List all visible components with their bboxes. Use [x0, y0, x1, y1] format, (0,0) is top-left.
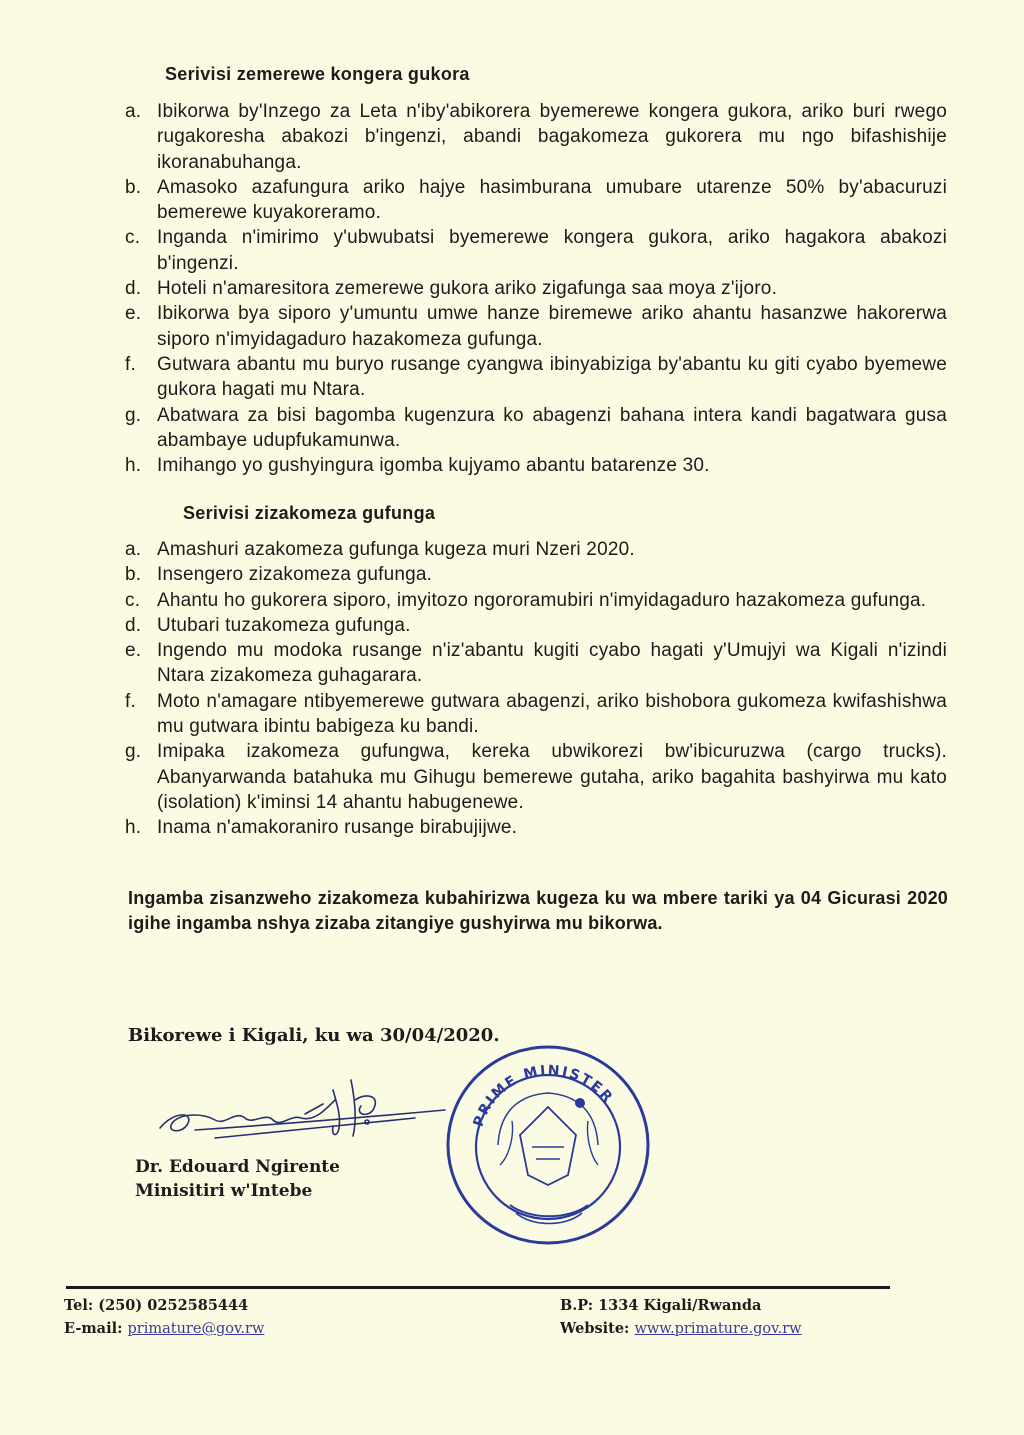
footer-email-label: E-mail: — [64, 1320, 123, 1337]
list-item — [125, 739, 947, 815]
footer-website-link[interactable]: www.primature.gov.rw — [634, 1321, 802, 1337]
list-item-marker: d. — [125, 278, 142, 300]
list-item-marker: g. — [125, 741, 142, 763]
list-item — [125, 689, 947, 740]
open-services-list — [125, 99, 947, 478]
footer-website-label: Website: — [560, 1320, 630, 1337]
section-heading-closed-services: Serivisi zizakomeza gufunga — [183, 503, 436, 523]
footer-telephone: Tel: (250) 0252585444 — [64, 1297, 249, 1314]
list-item — [125, 352, 947, 403]
list-item-marker: e. — [125, 303, 142, 325]
list-item — [125, 175, 947, 226]
list-item-text: Ingendo mu modoka rusange n'iz'abantu kugiti cyabo hagati y'Umujyi wa Kigali n'izindi Ntara zizakomeza guhagarara. — [157, 640, 947, 687]
list-item-marker: g. — [125, 404, 142, 426]
list-item-marker: a. — [125, 101, 142, 122]
list-item-marker: d. — [125, 614, 142, 636]
list-item-text: Inganda n'imirimo y'ubwubatsi byemerewe kongera gukora, ariko hagakora abakozi b'ingenzi. — [157, 227, 947, 274]
list-item — [125, 276, 947, 301]
list-item-marker: h. — [125, 817, 142, 839]
list-item-text: Insengero zizakomeza gufunga. — [157, 564, 433, 586]
signer-title: Minisitiri w'Intebe — [135, 1181, 313, 1201]
list-item-text: Utubari tuzakomeza gufunga. — [157, 614, 411, 636]
prime-minister-seal — [440, 1035, 655, 1250]
footer-email — [64, 1320, 264, 1337]
list-item-text: Imihango yo gushyingura igomba kujyamo abantu batarenze 30. — [157, 455, 710, 477]
list-item-text: Ibikorwa by'Inzego za Leta n'iby'abikorera byemerewe kongera gukora, ariko buri rwego rugakoresha abakozi b'ingenzi, abandi bagakomeza gukorera mu ngo bifashishije ikoranabuhanga. — [157, 101, 947, 173]
list-item — [125, 613, 947, 638]
list-item-text: Abatwara za bisi bagomba kugenzura ko abagenzi bahana intera kandi bagatwara gusa abambaye udupfukamunwa. — [157, 404, 947, 451]
section-heading-open-services: Serivisi zemerewe kongera gukora — [165, 64, 470, 84]
footer-divider — [66, 1286, 890, 1289]
closed-services-list — [125, 537, 947, 841]
list-item-marker: c. — [125, 227, 141, 249]
handwritten-signature — [155, 1070, 455, 1150]
seal-text: PRIME MINISTER — [470, 1062, 617, 1129]
list-item-marker: e. — [125, 640, 142, 662]
list-item-marker: b. — [125, 564, 142, 586]
footer-email-link[interactable]: primature@gov.rw — [127, 1321, 265, 1337]
closing-paragraph: Ingamba zisanzweho zizakomeza kubahirizwa kugeza ku wa mbere tariki ya 04 Gicurasi 2020 igihe ingamba nshya zizaba zitangiye gushyirwa mu bikorwa. — [128, 888, 948, 933]
list-item-marker: b. — [125, 176, 142, 198]
list-item — [125, 403, 947, 454]
list-item-text: Hoteli n'amaresitora zemerewe gukora ariko zigafunga saa moya z'ijoro. — [157, 278, 778, 300]
list-item-marker: f. — [125, 353, 136, 375]
list-item — [125, 301, 947, 352]
list-item — [125, 99, 947, 175]
list-item-marker: c. — [125, 589, 141, 611]
list-item-text: Amasoko azafungura ariko hajye hasimburana umubare utarenze 50% by'abacuruzi bemerewe kuyakoreramo. — [157, 176, 947, 224]
signer-name: Dr. Edouard Ngirente — [135, 1157, 340, 1177]
list-item — [125, 225, 947, 276]
list-item-text: Ahantu ho gukorera siporo, imyitozo ngororamubiri n'imyidagaduro hazakomeza gufunga. — [157, 589, 927, 611]
list-item-marker: a. — [125, 539, 142, 560]
list-item-text: Ibikorwa bya siporo y'umuntu umwe hanze biremewe ariko ahantu hasanzwe hakorerwa siporo n'imyidagaduro hazakomeza gufunga. — [157, 303, 947, 350]
list-item-text: Imipaka izakomeza gufungwa, kereka ubwikorezi bw'ibicuruzwa (cargo trucks). Abanyarwanda batahuka mu Gihugu bemerewe gutaha, ariko bagahita bashyirwa mu kato (isolation) k'iminsi 14 ahantu habugenewe. — [157, 741, 947, 813]
footer-postal-box: B.P: 1334 Kigali/Rwanda — [560, 1297, 762, 1314]
list-item — [125, 638, 947, 689]
list-item — [125, 562, 947, 587]
place-and-date: Bikorewe i Kigali, ku wa 30/04/2020. — [128, 1025, 500, 1046]
list-item-text: Moto n'amagare ntibyemerewe gutwara abagenzi, ariko bishobora gukomeza kwifashishwa mu gutwara ibintu babigeza ku bandi. — [157, 690, 947, 738]
signer-block — [135, 1155, 340, 1203]
list-item — [125, 588, 947, 613]
list-item-text: Amashuri azakomeza gufunga kugeza muri Nzeri 2020. — [157, 539, 635, 560]
list-item-text: Inama n'amakoraniro rusange birabujijwe. — [157, 817, 518, 839]
list-item-marker: h. — [125, 455, 142, 477]
list-item-text: Gutwara abantu mu buryo rusange cyangwa ibinyabiziga by'abantu ku giti cyabo byemewe gukora hagati mu Ntara. — [157, 353, 947, 401]
list-item-marker: f. — [125, 690, 136, 712]
list-item — [125, 453, 947, 478]
list-item — [125, 537, 947, 562]
list-item — [125, 815, 947, 840]
footer-website — [560, 1320, 802, 1337]
